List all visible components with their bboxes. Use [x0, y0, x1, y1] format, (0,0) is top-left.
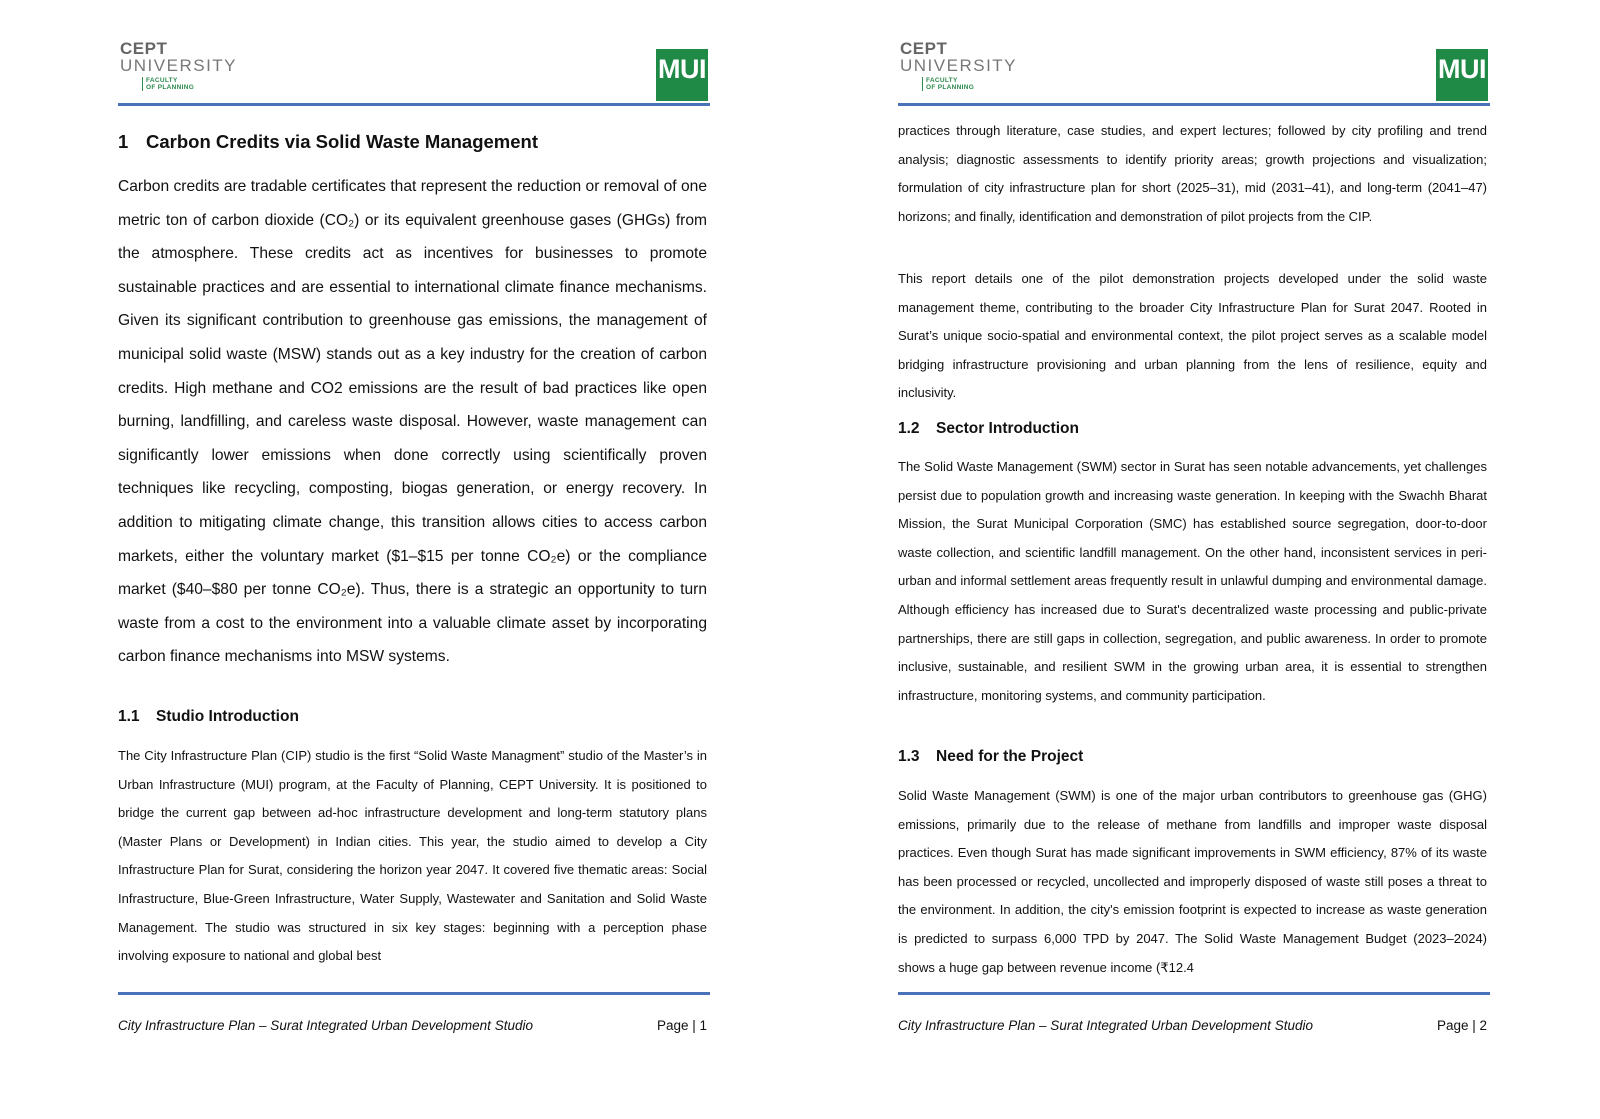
page2-heading-1-2 [898, 418, 1487, 440]
section-heading-1-2 [898, 418, 1487, 440]
heading-text: Carbon Credits via Solid Waste Management [146, 131, 539, 152]
page-number: Page | 1 [656, 1018, 707, 1033]
page-footer [898, 1018, 1487, 1033]
cept-faculty-line1: FACULTY [146, 77, 178, 84]
mui-logo [1436, 49, 1488, 101]
page1-heading [118, 130, 707, 154]
cept-faculty-label [142, 77, 230, 91]
page2-heading-1-3 [898, 746, 1487, 768]
footer-rule [898, 992, 1490, 995]
document-page-1 [0, 0, 780, 1119]
cept-logo-line1: CEPT [900, 39, 948, 58]
heading-number: 1.3 [898, 748, 920, 765]
heading-text: Sector Introduction [936, 420, 1079, 437]
heading-text: Need for the Project [936, 748, 1084, 765]
footer-rule [118, 992, 710, 995]
mui-logo-text: MUI [1438, 54, 1486, 84]
mui-logo-text: MUI [658, 54, 706, 84]
cept-faculty-line2: OF PLANNING [146, 84, 195, 91]
paragraph: The Solid Waste Management (SWM) sector in Surat has seen notable advancements, yet challenges persist due to population growth and increasing waste generation. In keeping with the Swachh Bharat Mission, the Surat Municipal Corporation (SMC) has established source segregation, door-to-door waste collection, and scientific landfill management. On the other hand, inconsistent services in peri-urban and informal settlement areas frequently result in unlawful dumping and environmental damage. Although efficiency has increased due to Surat's decentralized waste processing and public-private partnerships, there are still gaps in collection, segregation, and public awareness. In order to promote inclusive, sustainable, and resilient SWM in the growing urban area, it is essential to strengthen infrastructure, monitoring systems, and community participation. [898, 459, 1487, 703]
footer-title: City Infrastructure Plan – Surat Integrated Urban Development Studio [118, 1018, 533, 1033]
cept-faculty-line2: OF PLANNING [926, 84, 975, 91]
cept-logo-line2: UNIVERSITY [120, 56, 238, 75]
paragraph: This report details one of the pilot demonstration projects developed under the solid waste management theme, contributing to the broader City Infrastructure Plan for Surat 2047. Rooted in Surat’s unique socio-spatial and environmental context, the pilot project serves as a scalable model bridging infrastructure provisioning and urban planning from the lens of resilience, equity and inclusivity. [898, 271, 1487, 401]
section-heading-1 [118, 130, 707, 154]
paragraph: Solid Waste Management (SWM) is one of the major urban contributors to greenhouse gas (GHG) emissions, primarily due to the release of methane from landfills and improper waste disposal practices. Even though Surat has made significant improvements in SWM efficiency, 87% of its waste has been processed or recycled, uncollected and improperly disposed of waste still poses a threat to the environment. In addition, the city's emission footprint is expected to increase as waste generation is predicted to surpass 6,000 TPD by 2047. The Solid Waste Management Budget (2023–2024) shows a huge gap between revenue income (₹12.4 [898, 788, 1487, 975]
cept-logo-line1: CEPT [120, 39, 168, 58]
page-footer [118, 1018, 707, 1033]
heading-number: 1.2 [898, 420, 920, 437]
footer-title: City Infrastructure Plan – Surat Integrated Urban Development Studio [898, 1018, 1313, 1033]
page2-paragraph-3-block [898, 453, 1487, 710]
paragraph: The City Infrastructure Plan (CIP) studio is the first “Solid Waste Managment” studio of the Master’s in Urban Infrastructure (MUI) program, at the Faculty of Planning, CEPT University. It is positioned to bridge the current gap between ad-hoc infrastructure development and long-term statutory plans (Master Plans or Development) in Indian cities. This year, the studio aimed to develop a City Infrastructure Plan for Surat, considering the horizon year 2047. It covered five thematic areas: Social Infrastructure, Blue-Green Infrastructure, Water Supply, Wastewater and Sanitation and Solid Waste Management. The studio was structured in six key stages: beginning with a perception phase involving exposure to national and global best [118, 748, 707, 964]
header-rule [898, 103, 1490, 106]
cept-faculty-label [922, 77, 1010, 91]
page2-paragraph-2-block [898, 265, 1487, 408]
page1-paragraph-1-block [118, 170, 707, 674]
paragraph: Carbon credits are tradable certificates that represent the reduction or removal of one metric ton of carbon dioxide (CO₂) or its equivalent greenhouse gases (GHGs) from the atmosphere. These credits act as incentives for businesses to promote sustainable practices and are essential to international climate finance mechanisms. Given its significant contribution to greenhouse gas emissions, the management of municipal solid waste (MSW) stands out as a key industry for the creation of carbon credits. High methane and CO2 emissions are the result of bad practices like open burning, landfilling, and careless waste disposal. However, waste management can significantly lower emissions when done correctly using scientifically proven techniques like recycling, composting, biogas generation, or energy recovery. In addition to mitigating climate change, this transition allows cities to access carbon markets, either the voluntary market ($1–$15 per tonne CO₂e) or the compliance market ($40–$80 per tonne CO₂e). Thus, there is a strategic an opportunity to turn waste from a cost to the environment into a valuable climate asset by incorporating carbon finance mechanisms into MSW systems. [118, 178, 707, 666]
document-page-2 [780, 0, 1560, 1119]
heading-number: 1 [118, 131, 129, 152]
page1-heading-1-1 [118, 706, 707, 728]
cept-university-logo [900, 39, 1018, 91]
mui-logo [656, 49, 708, 101]
header-rule [118, 103, 710, 106]
cept-logo-line2: UNIVERSITY [900, 56, 1018, 75]
heading-number: 1.1 [118, 708, 140, 725]
section-heading-1-1 [118, 706, 707, 728]
cept-faculty-line1: FACULTY [926, 77, 958, 84]
section-heading-1-3 [898, 746, 1487, 768]
page2-paragraph-1-block [898, 117, 1487, 231]
paragraph: practices through literature, case studies, and expert lectures; followed by city profiling and trend analysis; diagnostic assessments to identify priority areas; growth projections and visualization; formulation of city infrastructure plan for short (2025–31), mid (2031–41), and long-term (2041–47) horizons; and finally, identification and demonstration of pilot projects from the CIP. [898, 123, 1487, 224]
page2-paragraph-4-block [898, 782, 1487, 982]
cept-university-logo [120, 39, 238, 91]
page1-paragraph-2-block [118, 742, 707, 971]
heading-text: Studio Introduction [156, 708, 299, 725]
page-number: Page | 2 [1436, 1018, 1487, 1033]
